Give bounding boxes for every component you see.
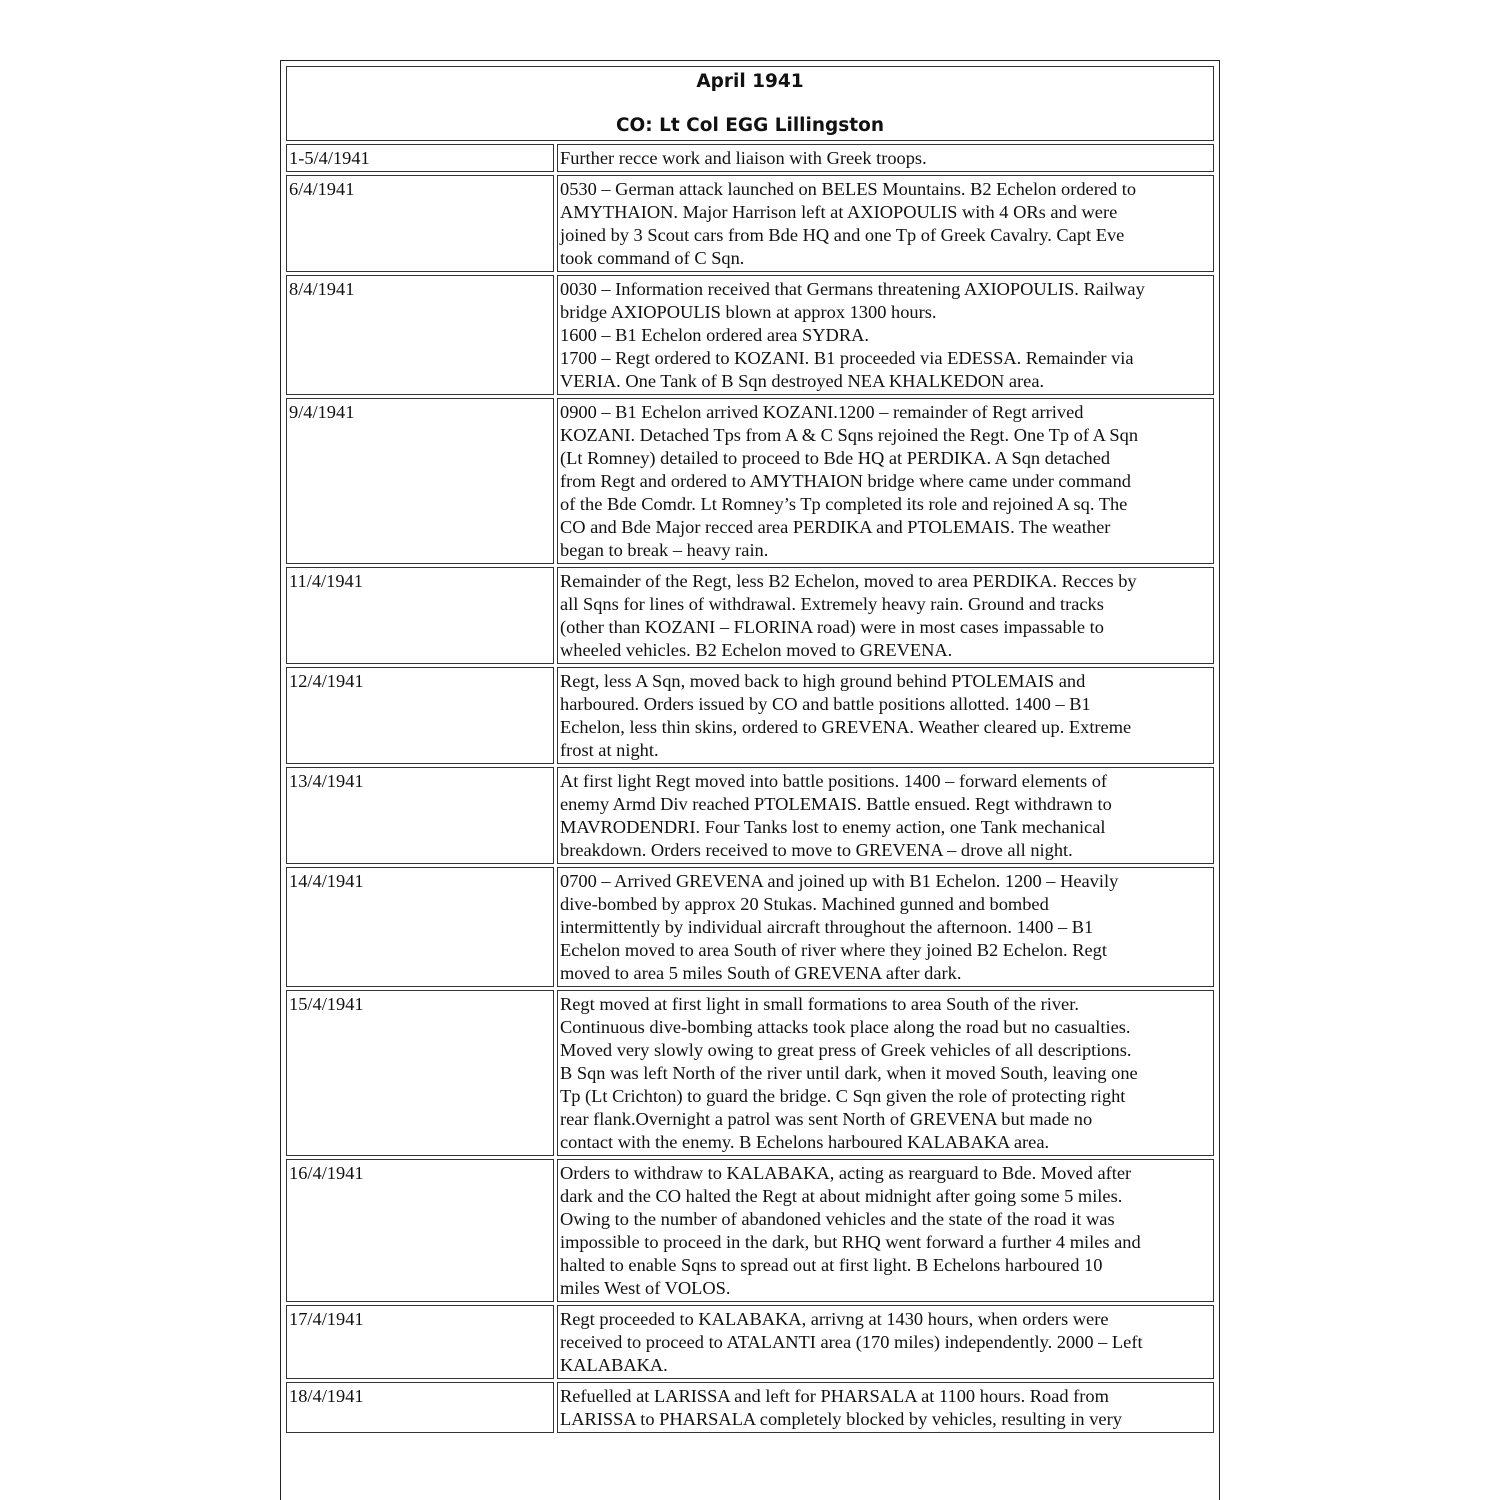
entry-line: rear flank.Overnight a patrol was sent North of GREVENA but made no xyxy=(560,1109,1093,1129)
entry-line: Owing to the number of abandoned vehicles and the state of the road it was xyxy=(560,1209,1115,1229)
entry-line: MAVRODENDRI. Four Tanks lost to enemy action, one Tank mechanical xyxy=(560,817,1106,837)
entry-date: 12/4/1941 xyxy=(286,667,554,764)
entry-line: Regt moved at first light in small formations to area South of the river. xyxy=(560,994,1079,1014)
entry-text xyxy=(557,767,1214,864)
entry-line: of the Bde Comdr. Lt Romney’s Tp completed its role and rejoined A sq. The xyxy=(560,494,1128,514)
entry-line: frost at night. xyxy=(560,740,659,760)
month-title: April 1941 xyxy=(696,71,804,92)
entry-line: harboured. Orders issued by CO and battle positions allotted. 1400 – B1 xyxy=(560,694,1091,714)
entry-line: (Lt Romney) detailed to proceed to Bde HQ at PERDIKA. A Sqn detached xyxy=(560,448,1111,468)
diary-row xyxy=(286,398,1214,564)
entry-line: impossible to proceed in the dark, but RHQ went forward a further 4 miles and xyxy=(560,1232,1141,1252)
entry-text xyxy=(557,1159,1214,1302)
entry-line: dive-bombed by approx 20 Stukas. Machined gunned and bombed xyxy=(560,894,1049,914)
entry-line: CO and Bde Major recced area PERDIKA and PTOLEMAIS. The weather xyxy=(560,517,1111,537)
war-diary-body xyxy=(286,66,1214,1433)
entry-line: Regt proceeded to KALABAKA, arrivng at 1430 hours, when orders were xyxy=(560,1309,1109,1329)
diary-row xyxy=(286,175,1214,272)
entry-line: contact with the enemy. B Echelons harboured KALABAKA area. xyxy=(560,1132,1050,1152)
entry-line: AMYTHAION. Major Harrison left at AXIOPOULIS with 4 ORs and were xyxy=(560,202,1118,222)
entry-line: miles West of VOLOS. xyxy=(560,1278,731,1298)
entry-date: 8/4/1941 xyxy=(286,275,554,395)
entry-date: 14/4/1941 xyxy=(286,867,554,987)
entry-line: VERIA. One Tank of B Sqn destroyed NEA KHALKEDON area. xyxy=(560,371,1045,391)
entry-line: wheeled vehicles. B2 Echelon moved to GREVENA. xyxy=(560,640,953,660)
entry-date: 11/4/1941 xyxy=(286,567,554,664)
entry-line: from Regt and ordered to AMYTHAION bridge where came under command xyxy=(560,471,1131,491)
diary-row xyxy=(286,567,1214,664)
war-diary-table xyxy=(283,63,1217,1436)
entry-date: 6/4/1941 xyxy=(286,175,554,272)
entry-line: joined by 3 Scout cars from Bde HQ and one Tp of Greek Cavalry. Capt Eve xyxy=(560,225,1125,245)
entry-line: halted to enable Sqns to spread out at first light. B Echelons harboured 10 xyxy=(560,1255,1103,1275)
diary-row xyxy=(286,1382,1214,1433)
entry-text xyxy=(557,1305,1214,1379)
entry-text xyxy=(557,567,1214,664)
diary-row xyxy=(286,667,1214,764)
entry-line: At first light Regt moved into battle positions. 1400 – forward elements of xyxy=(560,771,1108,791)
entry-line: began to break – heavy rain. xyxy=(560,540,769,560)
entry-line: Tp (Lt Crichton) to guard the bridge. C Sqn given the role of protecting right xyxy=(560,1086,1126,1106)
diary-row xyxy=(286,275,1214,395)
entry-line: received to proceed to ATALANTI area (170 miles) independently. 2000 – Left xyxy=(560,1332,1143,1352)
entry-line: B Sqn was left North of the river until dark, when it moved South, leaving one xyxy=(560,1063,1138,1083)
entry-line: took command of C Sqn. xyxy=(560,248,745,268)
entry-line: breakdown. Orders received to move to GREVENA – drove all night. xyxy=(560,840,1073,860)
entry-text xyxy=(557,144,1214,172)
entry-line: bridge AXIOPOULIS blown at approx 1300 hours. xyxy=(560,302,937,322)
entry-text xyxy=(557,175,1214,272)
entry-line: Refuelled at LARISSA and left for PHARSALA at 1100 hours. Road from xyxy=(560,1386,1109,1406)
diary-row xyxy=(286,1305,1214,1379)
entry-line: dark and the CO halted the Regt at about midnight after going some 5 miles. xyxy=(560,1186,1123,1206)
entry-line: KALABAKA. xyxy=(560,1355,668,1375)
header-row xyxy=(286,66,1214,141)
diary-row xyxy=(286,990,1214,1156)
entry-line: Continuous dive-bombing attacks took place along the road but no casualties. xyxy=(560,1017,1131,1037)
entry-line: LARISSA to PHARSALA completely blocked by vehicles, resulting in very xyxy=(560,1409,1122,1429)
diary-row xyxy=(286,1159,1214,1302)
entry-line: KOZANI. Detached Tps from A & C Sqns rejoined the Regt. One Tp of A Sqn xyxy=(560,425,1139,445)
entry-text xyxy=(557,275,1214,395)
entry-text xyxy=(557,398,1214,564)
entry-line: moved to area 5 miles South of GREVENA after dark. xyxy=(560,963,962,983)
entry-line: Orders to withdraw to KALABAKA, acting as rearguard to Bde. Moved after xyxy=(560,1163,1132,1183)
entry-date: 15/4/1941 xyxy=(286,990,554,1156)
entry-line: intermittently by individual aircraft throughout the afternoon. 1400 – B1 xyxy=(560,917,1094,937)
entry-line: Further recce work and liaison with Greek troops. xyxy=(560,148,927,168)
entry-text xyxy=(557,990,1214,1156)
entry-line: Moved very slowly owing to great press of Greek vehicles of all descriptions. xyxy=(560,1040,1132,1060)
entry-line: 1600 – B1 Echelon ordered area SYDRA. xyxy=(560,325,869,345)
header-cell xyxy=(286,66,1214,141)
entry-text xyxy=(557,867,1214,987)
entry-text xyxy=(557,667,1214,764)
entry-date: 9/4/1941 xyxy=(286,398,554,564)
entry-line: Regt, less A Sqn, moved back to high ground behind PTOLEMAIS and xyxy=(560,671,1086,691)
entry-date: 1-5/4/1941 xyxy=(286,144,554,172)
entry-line: 0900 – B1 Echelon arrived KOZANI.1200 – remainder of Regt arrived xyxy=(560,402,1084,422)
commander-title: CO: Lt Col EGG Lillingston xyxy=(615,115,885,136)
entry-text xyxy=(557,1382,1214,1433)
entry-line: enemy Armd Div reached PTOLEMAIS. Battle ensued. Regt withdrawn to xyxy=(560,794,1112,814)
war-diary-frame xyxy=(280,60,1220,1500)
entry-date: 18/4/1941 xyxy=(286,1382,554,1433)
entry-line: Echelon moved to area South of river where they joined B2 Echelon. Regt xyxy=(560,940,1107,960)
entry-date: 17/4/1941 xyxy=(286,1305,554,1379)
diary-row xyxy=(286,144,1214,172)
entry-line: Remainder of the Regt, less B2 Echelon, moved to area PERDIKA. Recces by xyxy=(560,571,1137,591)
diary-row xyxy=(286,767,1214,864)
entry-line: (other than KOZANI – FLORINA road) were in most cases impassable to xyxy=(560,617,1104,637)
entry-line: 1700 – Regt ordered to KOZANI. B1 proceeded via EDESSA. Remainder via xyxy=(560,348,1134,368)
entry-line: 0530 – German attack launched on BELES Mountains. B2 Echelon ordered to xyxy=(560,179,1137,199)
entry-date: 16/4/1941 xyxy=(286,1159,554,1302)
entry-line: all Sqns for lines of withdrawal. Extremely heavy rain. Ground and tracks xyxy=(560,594,1104,614)
entry-date: 13/4/1941 xyxy=(286,767,554,864)
entry-line: 0700 – Arrived GREVENA and joined up with B1 Echelon. 1200 – Heavily xyxy=(560,871,1119,891)
entry-line: 0030 – Information received that Germans threatening AXIOPOULIS. Railway xyxy=(560,279,1145,299)
entry-line: Echelon, less thin skins, ordered to GREVENA. Weather cleared up. Extreme xyxy=(560,717,1132,737)
diary-row xyxy=(286,867,1214,987)
